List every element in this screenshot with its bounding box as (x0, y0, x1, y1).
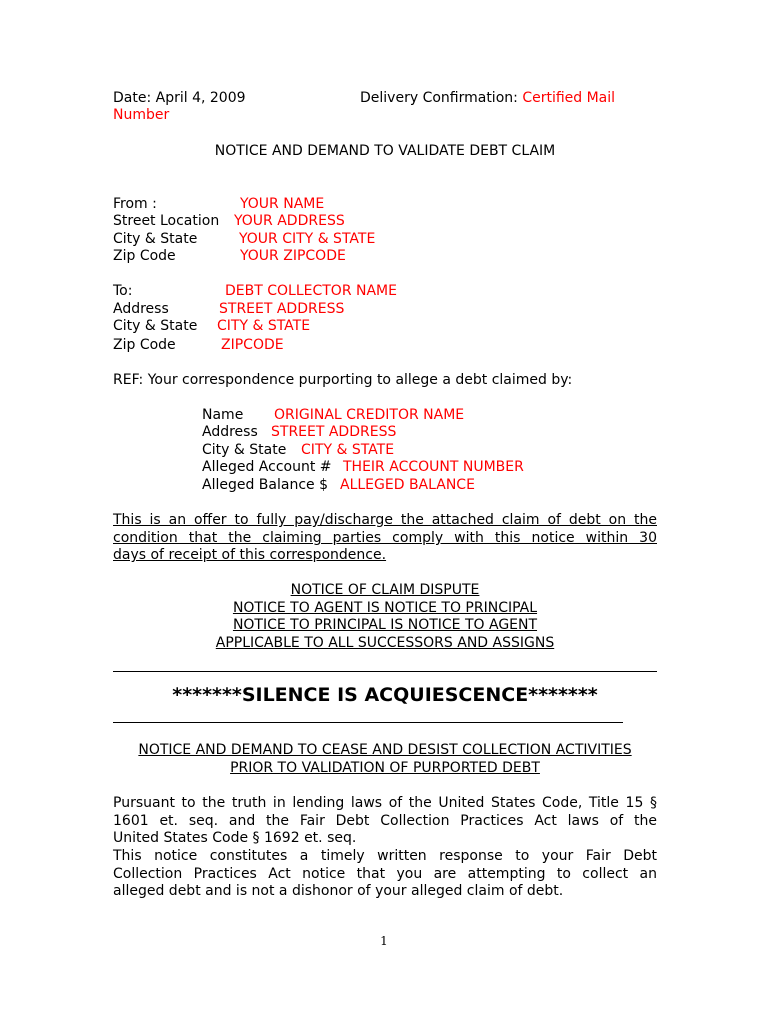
to-address-label: Address (113, 301, 169, 317)
from-zip-label: Zip Code (113, 248, 176, 264)
delivery-confirmation (360, 90, 615, 108)
offer-line-2: condition that the claiming parties comply with this notice within 30 (113, 530, 657, 546)
notice-claim-dispute: NOTICE OF CLAIM DISPUTE (290, 582, 480, 598)
notice-principal-agent: NOTICE TO PRINCIPAL IS NOTICE TO AGENT (232, 617, 538, 633)
paragraph-1-line-1: Pursuant to the truth in lending laws of the United States Code, Title 15 § (113, 795, 657, 811)
from-label: From : (113, 196, 157, 212)
divider-bottom (113, 722, 623, 723)
divider-top (113, 671, 657, 672)
creditor-account: THEIR ACCOUNT NUMBER (343, 459, 524, 475)
from-address: YOUR ADDRESS (234, 213, 345, 229)
paragraph-1-line-3: United States Code § 1692 et. seq. (113, 830, 357, 846)
creditor-balance: ALLEGED BALANCE (340, 477, 475, 493)
to-city: CITY & STATE (217, 318, 311, 334)
creditor-account-label: Alleged Account # (202, 459, 332, 475)
to-zip: ZIPCODE (221, 337, 284, 353)
paragraph-2-line-3: alleged debt and is not a dishonor of your alleged claim of debt. (113, 883, 564, 899)
to-name: DEBT COLLECTOR NAME (225, 283, 397, 299)
delivery-label: Delivery Confirmation: (360, 90, 523, 106)
to-address: STREET ADDRESS (219, 301, 345, 317)
silence-heading: *******SILENCE IS ACQUIESCENCE******* (172, 684, 598, 706)
to-label: To: (113, 283, 133, 299)
to-zip-label: Zip Code (113, 337, 176, 353)
offer-line-3: days of receipt of this correspondence. (113, 547, 387, 563)
creditor-city-label: City & State (202, 442, 287, 458)
cease-heading-line-2: PRIOR TO VALIDATION OF PURPORTED DEBT (230, 760, 540, 776)
page-number: 1 (380, 934, 388, 948)
from-street-label: Street Location (113, 213, 220, 229)
creditor-name: ORIGINAL CREDITOR NAME (274, 407, 465, 423)
delivery-value-continued: Number (113, 107, 170, 123)
offer-line-1: This is an offer to fully pay/discharge the attached claim of debt on the (113, 512, 657, 528)
from-zip: YOUR ZIPCODE (240, 248, 346, 264)
creditor-address-label: Address (202, 424, 258, 440)
to-city-label: City & State (113, 318, 198, 334)
from-city: YOUR CITY & STATE (239, 231, 376, 247)
date-line: Date: April 4, 2009 (113, 90, 246, 106)
document-title: NOTICE AND DEMAND TO VALIDATE DEBT CLAIM (214, 143, 556, 159)
ref-line: REF: Your correspondence purporting to allege a debt claimed by: (113, 372, 573, 388)
notice-agent-principal: NOTICE TO AGENT IS NOTICE TO PRINCIPAL (232, 600, 538, 616)
creditor-city: CITY & STATE (301, 442, 395, 458)
paragraph-1-line-2: 1601 et. seq. and the Fair Debt Collection Practices Act laws of the (113, 813, 657, 829)
creditor-balance-label: Alleged Balance $ (202, 477, 328, 493)
paragraph-2-line-1: This notice constitutes a timely written response to your Fair Debt (113, 848, 657, 864)
from-name: YOUR NAME (240, 196, 325, 212)
delivery-value: Certified Mail (522, 90, 616, 106)
notice-successors: APPLICABLE TO ALL SUCCESSORS AND ASSIGNS (215, 635, 555, 651)
from-city-label: City & State (113, 231, 198, 247)
creditor-name-label: Name (202, 407, 244, 423)
paragraph-2-line-2: Collection Practices Act notice that you are attempting to collect an (113, 866, 657, 882)
cease-heading-line-1: NOTICE AND DEMAND TO CEASE AND DESIST COLLECTION ACTIVITIES (138, 742, 632, 758)
creditor-address: STREET ADDRESS (271, 424, 397, 440)
